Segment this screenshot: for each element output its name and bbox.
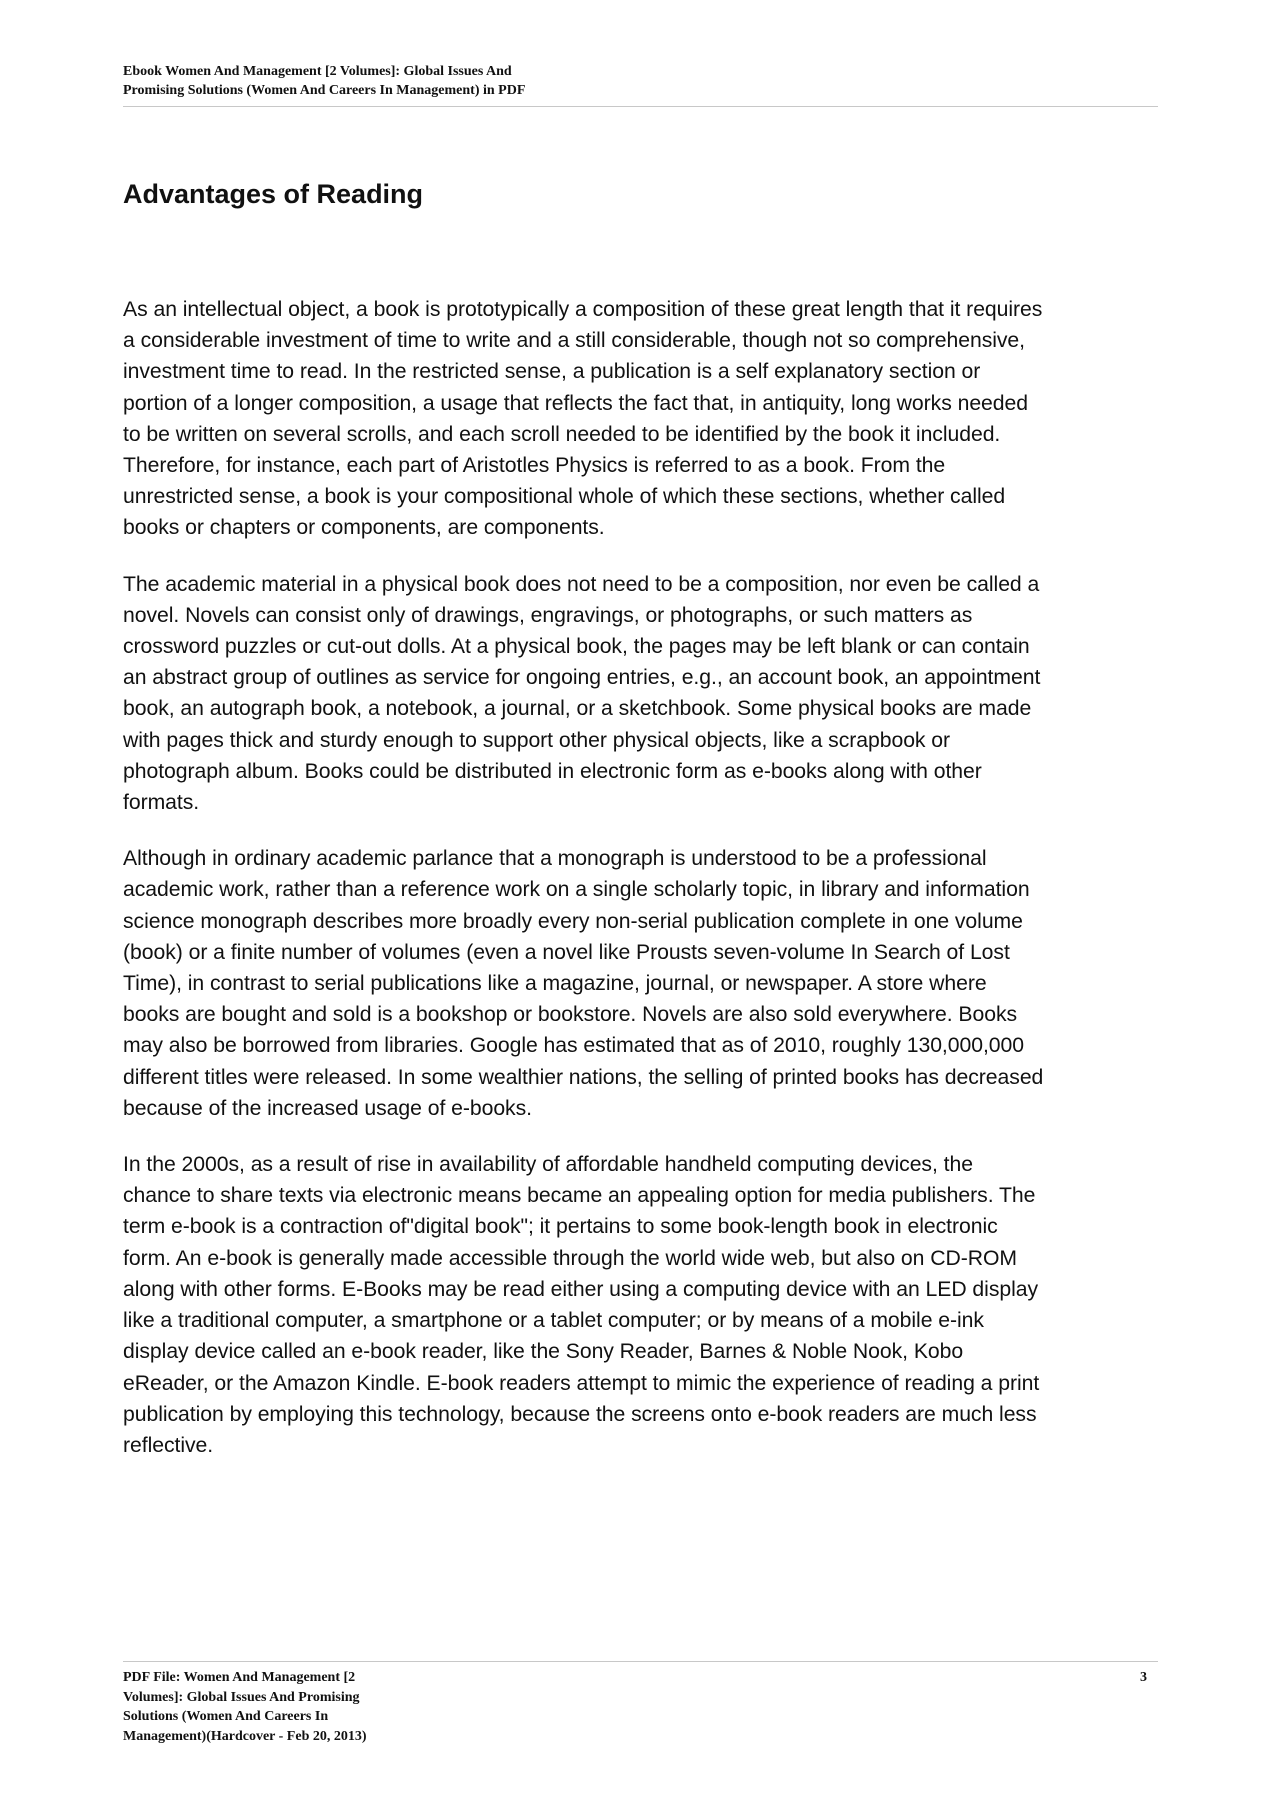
text-line: unrestricted sense, a book is your compositional whole of which these sections, whether called [123,485,1006,509]
paragraph [123,1149,1163,1461]
text-line: The academic material in a physical book does not need to be a composition, nor even be called a [123,572,1040,596]
text-line: investment time to read. In the restricted sense, a publication is a self explanatory section or [123,360,981,384]
text-line: may also be borrowed from libraries. Google has estimated that as of 2010, roughly 130,000,000 [123,1034,1025,1058]
header-divider [123,106,1158,107]
text-line: books or chapters or components, are components. [123,516,605,540]
paragraph [123,569,1163,819]
text-line: different titles were released. In some wealthier nations, the selling of printed books has decreased [123,1065,1044,1089]
footer-line: Solutions (Women And Careers In [123,1709,329,1724]
text-line: book, an autograph book, a notebook, a journal, or a sketchbook. Some physical books are made [123,697,1032,721]
text-line: reflective. [123,1433,214,1457]
text-line: form. An e-book is generally made accessible through the world wide web, but also on CD-ROM [123,1246,1017,1270]
running-header [123,62,1158,100]
text-line: photograph album. Books could be distributed in electronic form as e-books along with other [123,759,982,783]
text-line: like a traditional computer, a smartphone or a tablet computer; or by means of a mobile e-ink [123,1309,984,1333]
text-line: because of the increased usage of e-books. [123,1096,532,1120]
footer-line: PDF File: Women And Management [2 [123,1670,356,1685]
text-line: an abstract group of outlines as service for ongoing entries, e.g., an account book, an appointment [123,666,1041,690]
text-line: (book) or a finite number of volumes (even a novel like Prousts seven-volume In Search of Lost [123,940,1010,964]
text-line: science monograph describes more broadly every non-serial publication complete in one volume [123,909,1023,933]
text-line: academic work, rather than a reference work on a single scholarly topic, in library and information [123,878,1030,902]
text-line: Time), in contrast to serial publications like a magazine, journal, or newspaper. A store where [123,972,987,996]
text-line: a considerable investment of time to write and a still considerable, though not so comprehensive, [123,329,1026,353]
text-line: Although in ordinary academic parlance that a monograph is understood to be a professional [123,847,987,871]
text-line: display device called an e-book reader, like the Sony Reader, Barnes & Noble Nook, Kobo [123,1340,964,1364]
body-text [123,294,1163,1486]
text-line: Therefore, for instance, each part of Aristotles Physics is referred to as a book. From the [123,454,946,478]
text-line: formats. [123,791,200,815]
text-line: portion of a longer composition, a usage that reflects the fact that, in antiquity, long works needed [123,391,1028,415]
text-line: In the 2000s, as a result of rise in availability of affordable handheld computing devices, the [123,1153,973,1177]
footer-line: Volumes]: Global Issues And Promising [123,1689,360,1705]
running-header-line: Ebook Women And Management [2 Volumes]: Global Issues And [123,64,512,79]
page-number: 3 [1140,1670,1147,1685]
text-line: with pages thick and sturdy enough to support other physical objects, like a scrapbook or [123,728,951,752]
text-line: along with other forms. E-Books may be read either using a computing device with an LED display [123,1277,1039,1301]
text-line: eReader, or the Amazon Kindle. E-book readers attempt to mimic the experience of reading a print [123,1371,1040,1395]
text-line: publication by employing this technology, because the screens onto e-book readers are much less [123,1402,1037,1426]
paragraph [123,294,1163,544]
footer-source-info [123,1668,443,1746]
text-line: to be written on several scrolls, and each scroll needed to be identified by the book it included. [123,422,1001,446]
text-line: books are bought and sold is a bookshop or bookstore. Novels are also sold everywhere. Books [123,1003,1018,1027]
text-line: crossword puzzles or cut-out dolls. At a physical book, the pages may be left blank or can contain [123,635,1030,659]
running-header-line: Promising Solutions (Women And Careers In Management) in PDF [123,83,526,98]
text-line: term e-book is a contraction of"digital book"; it pertains to some book-length book in electronic [123,1215,998,1239]
text-line: novel. Novels can consist only of drawings, engravings, or photographs, or such matters as [123,603,973,627]
footer-line: Management)(Hardcover - Feb 20, 2013) [123,1728,367,1744]
footer-divider [123,1661,1158,1662]
section-title: Advantages of Reading [123,179,424,209]
text-line: chance to share texts via electronic means became an appealing option for media publishers. The [123,1184,1036,1208]
paragraph [123,843,1163,1124]
text-line: As an intellectual object, a book is prototypically a composition of these great length that it requires [123,298,1043,321]
